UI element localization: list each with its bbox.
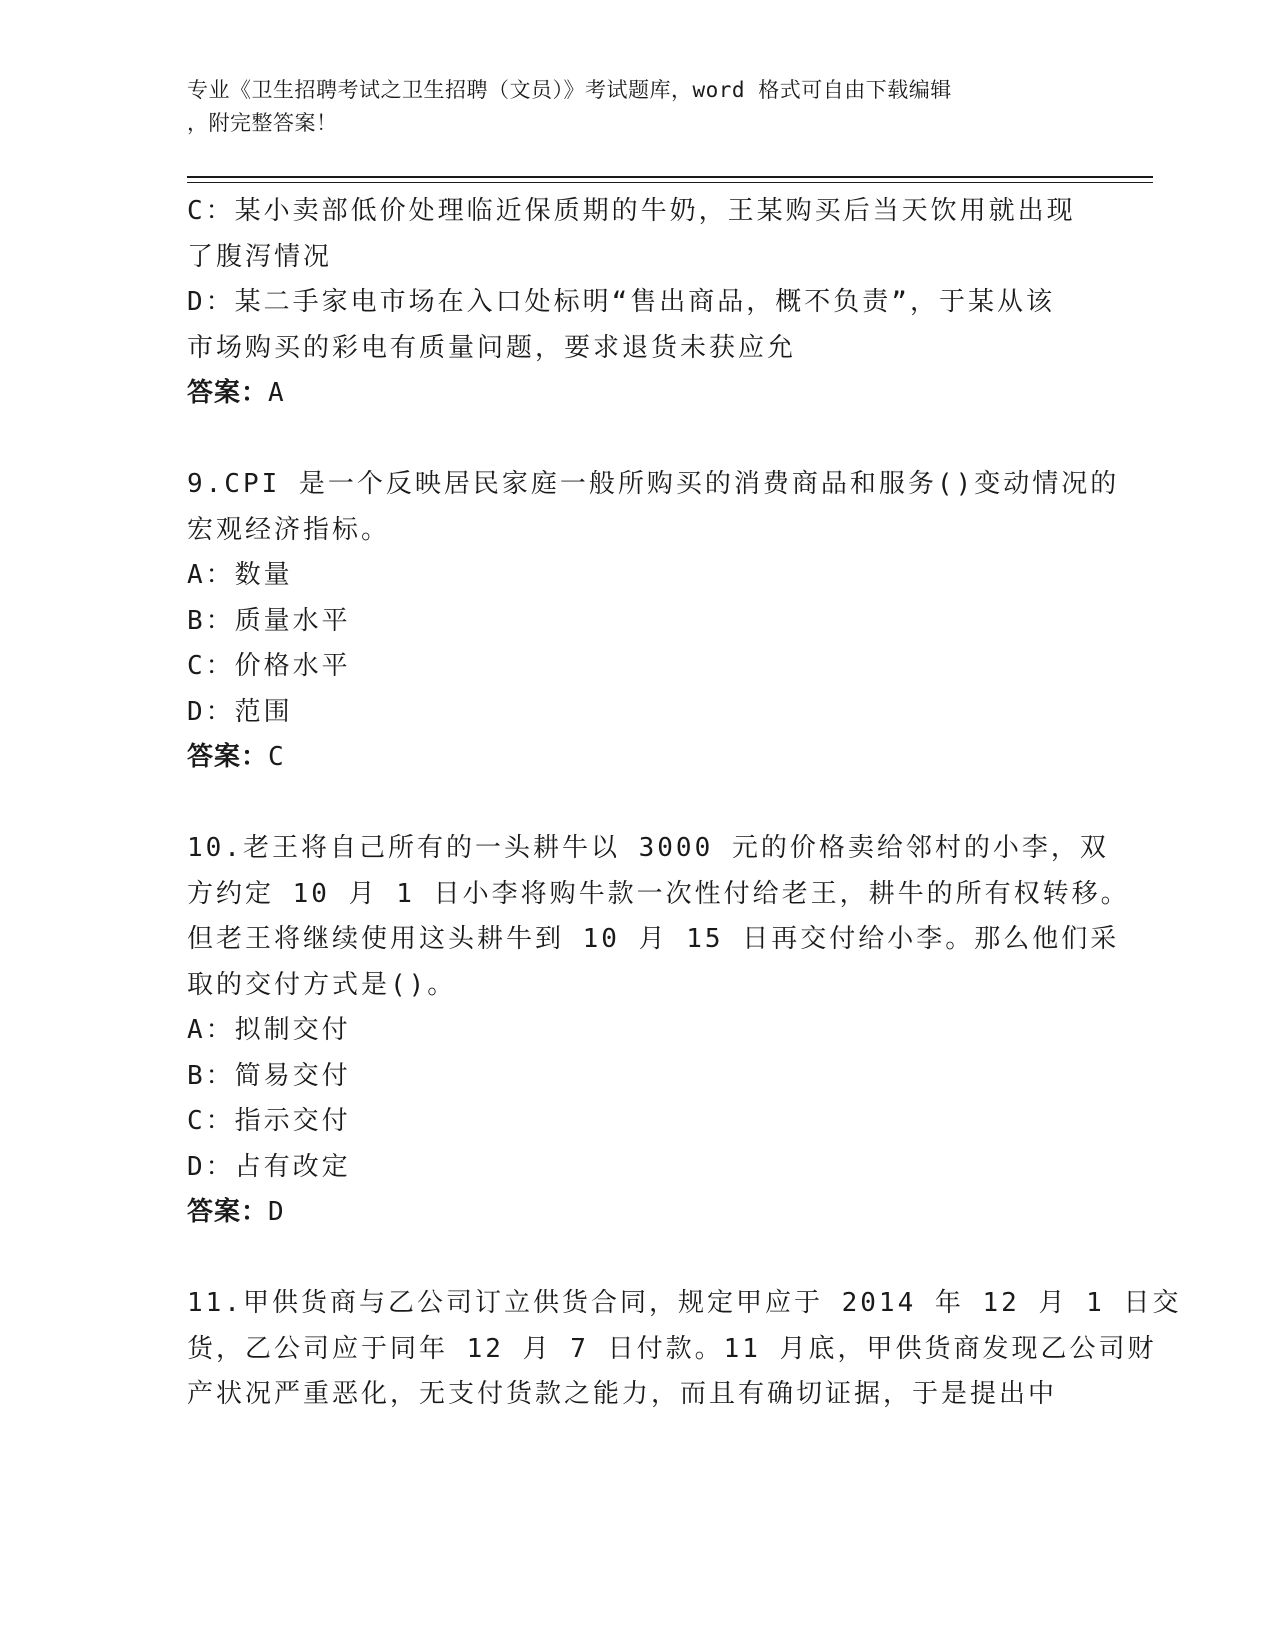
q9-stem-line-2: 宏观经济指标。 bbox=[187, 514, 391, 545]
q8-option-c-line-2: 了腹泻情况 bbox=[187, 241, 333, 272]
q10-stem-line-3: 但老王将继续使用这头耕牛到 10 月 15 日再交付给小李。那么他们采 bbox=[187, 924, 1120, 954]
q9-answer-label: 答案： bbox=[187, 742, 269, 772]
q10-stem-line-2: 方约定 10 月 1 日小李将购牛款一次性付给老王，耕牛的所有权转移。 bbox=[187, 878, 1130, 909]
q9-option-b: B：质量水平 bbox=[187, 605, 351, 636]
question-10 bbox=[187, 826, 1130, 1236]
q10-stem-line-1: 10.老王将自己所有的一头耕牛以 3000 元的价格卖给邻村的小李，双 bbox=[187, 833, 1109, 863]
q10-option-b: B：简易交付 bbox=[187, 1060, 351, 1091]
q11-stem-line-2: 货，乙公司应于同年 12 月 7 日付款。11 月底，甲供货商发现乙公司财 bbox=[187, 1333, 1157, 1364]
header-title-line-2: ，附完整答案！ bbox=[187, 111, 338, 135]
q11-stem-line-1: 11.甲供货商与乙公司订立供货合同，规定甲应于 2014 年 12 月 1 日交 bbox=[187, 1288, 1182, 1318]
q8-option-d-line-1: D：某二手家电市场在入口处标明“售出商品，概不负责”，于某从该 bbox=[187, 287, 1055, 317]
q10-option-d: D：占有改定 bbox=[187, 1151, 351, 1182]
q11-stem-line-3: 产状况严重恶化，无支付货款之能力，而且有确切证据，于是提出中 bbox=[187, 1379, 1058, 1409]
q8-option-c-line-1: C：某小卖部低价处理临近保质期的牛奶，王某购买后当天饮用就出现 bbox=[187, 196, 1076, 226]
q10-answer-value: D bbox=[268, 1197, 285, 1227]
question-8 bbox=[187, 189, 1087, 417]
q9-answer bbox=[187, 735, 1087, 781]
spacer bbox=[187, 781, 1087, 827]
question-11 bbox=[187, 1281, 1182, 1418]
q9-stem-line-1: 9.CPI 是一个反映居民家庭一般所购买的消费商品和服务()变动情况的 bbox=[187, 469, 1120, 499]
q8-answer-value: A bbox=[268, 378, 285, 408]
q10-answer bbox=[187, 1190, 1087, 1236]
header-divider-thick bbox=[187, 176, 1153, 178]
spacer bbox=[187, 417, 1087, 463]
q10-answer-label: 答案： bbox=[187, 1197, 269, 1227]
question-content bbox=[187, 189, 1182, 1418]
question-9 bbox=[187, 462, 1120, 781]
document-header bbox=[187, 74, 1067, 140]
header-title-line-1: 专业《卫生招聘考试之卫生招聘（文员）》考试题库，word 格式可自由下载编辑 bbox=[187, 78, 952, 102]
q9-answer-value: C bbox=[268, 742, 285, 772]
q9-option-c: C：价格水平 bbox=[187, 651, 351, 681]
q9-option-a: A：数量 bbox=[187, 560, 293, 590]
q8-answer bbox=[187, 371, 1087, 417]
header-divider-thin bbox=[187, 182, 1153, 183]
q9-option-d: D：范围 bbox=[187, 696, 293, 727]
q8-answer-label: 答案： bbox=[187, 378, 269, 408]
spacer bbox=[187, 1236, 1087, 1282]
q10-stem-line-4: 取的交付方式是()。 bbox=[187, 969, 457, 1000]
q8-option-d-line-2: 市场购买的彩电有质量问题，要求退货未获应允 bbox=[187, 332, 797, 363]
q10-option-a: A：拟制交付 bbox=[187, 1015, 351, 1045]
q10-option-c: C：指示交付 bbox=[187, 1106, 351, 1136]
